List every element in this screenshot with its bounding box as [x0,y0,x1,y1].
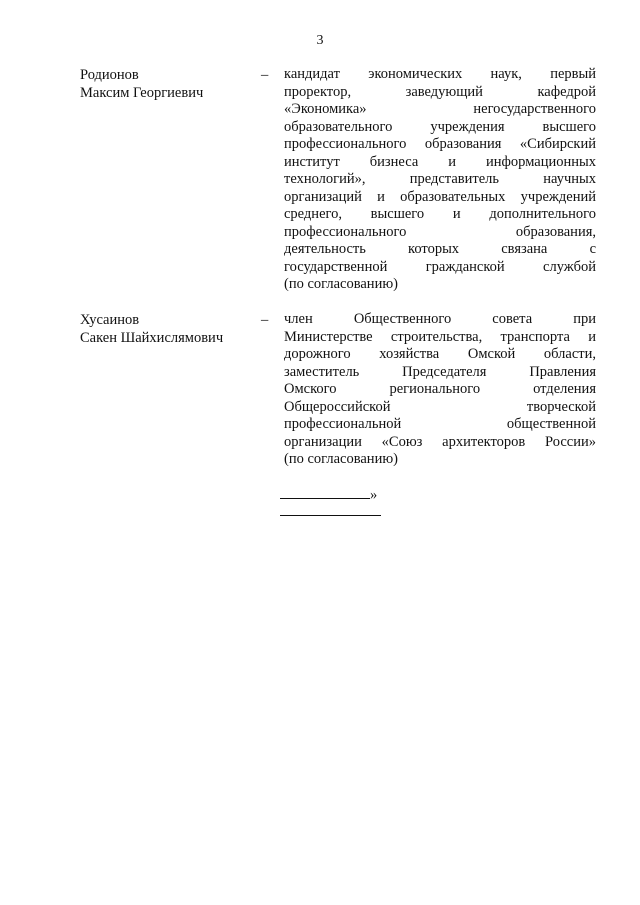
member-name [80,66,260,102]
description-line: деятельность которых связана с [284,241,596,257]
description-line: Министерстве строительства, транспорта и [284,328,596,345]
description-line: организации «Союз архитекторов России» [284,433,596,450]
blank-underline [280,486,370,499]
description-line: (по согласованию) [284,276,398,292]
description-line: технологий», представитель научных [284,171,596,187]
description-line: Омского регионального отделения [284,381,596,397]
description-line: профессионального образования, [284,223,596,240]
description-line: заместитель Председателя Правления [284,363,596,380]
description-line: среднего, высшего и дополнительного [284,206,596,222]
description-line: государственной гражданской службой [284,258,596,275]
description-line: Общероссийской творческой [284,398,596,415]
description-line: организаций и образовательных учреждений [284,188,596,205]
member-given-names: Сакен Шайхислямович [80,330,224,346]
description-line: профессионального образования «Сибирский [284,136,596,152]
member-given-names: Максим Георгиевич [80,85,204,101]
description-line: член Общественного совета при [284,311,596,327]
member-surname: Родионов [80,67,139,83]
description-line: образовательного учреждения высшего [284,118,596,135]
description-line: (по согласованию) [284,451,398,467]
description-line: институт бизнеса и информационных [284,153,596,170]
closing-quote-mark: » [370,487,378,503]
description-line: кандидат экономических наук, первый [284,66,596,82]
description-line: проректор, заведующий кафедрой [284,83,596,100]
description-line: «Экономика» негосударственного [284,101,596,117]
closing-rule [280,515,381,516]
page-number: 3 [316,33,324,48]
description-line: дорожного хозяйства Омской области, [284,346,596,362]
member-description [284,311,596,469]
member-name [80,311,260,347]
member-surname: Хусаинов [80,312,140,328]
description-line: профессиональной общественной [284,416,596,432]
member-description [284,66,596,294]
dash-separator: – [261,67,269,83]
dash-separator: – [261,312,269,328]
closing-quote-line [280,486,377,504]
